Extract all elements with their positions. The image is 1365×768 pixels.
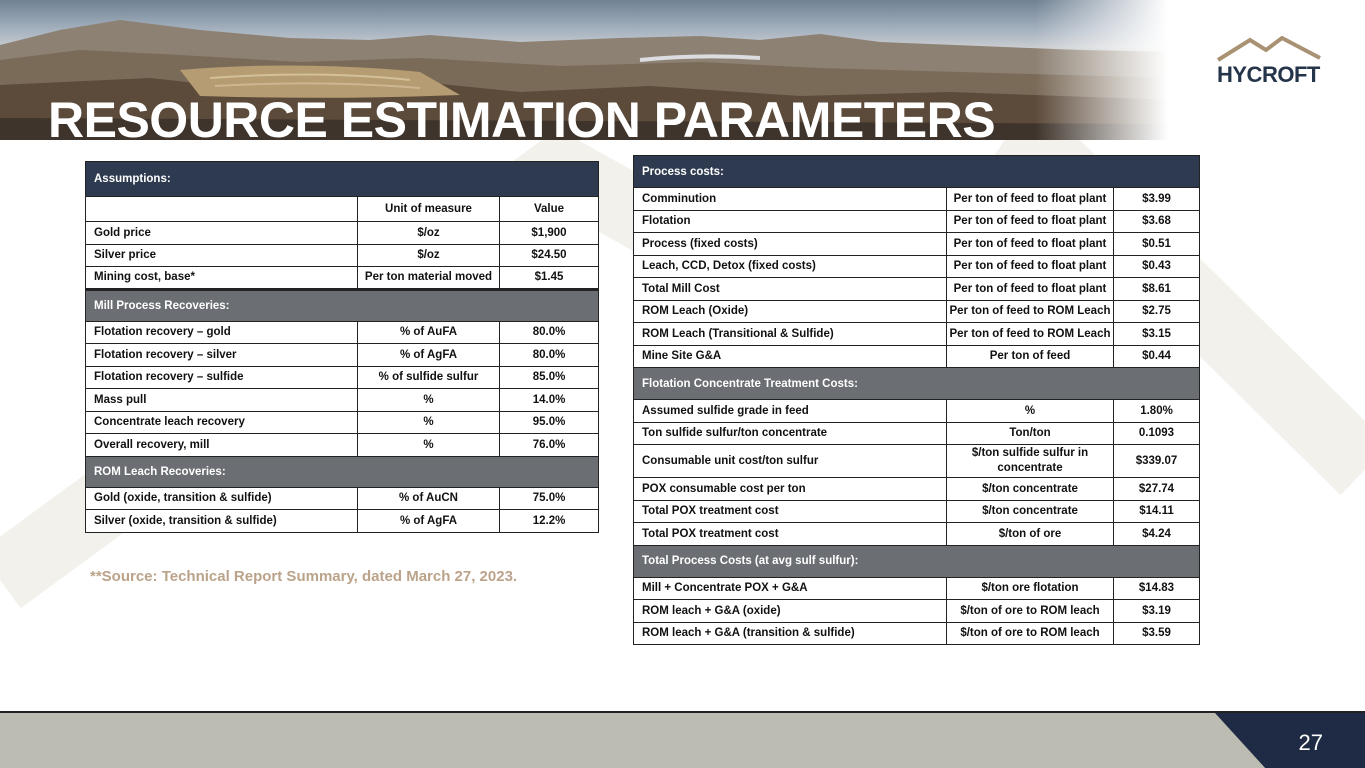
row-unit: Per ton of feed to float plant xyxy=(947,233,1114,256)
row-value: 12.2% xyxy=(500,510,599,533)
row-unit: $/oz xyxy=(358,222,500,245)
row-value: $3.15 xyxy=(1114,323,1200,346)
section-header-process-costs xyxy=(634,156,1200,188)
row-unit: % xyxy=(358,411,500,434)
row-unit: $/ton concentrate xyxy=(947,478,1114,501)
row-unit: % of AuCN xyxy=(358,487,500,510)
row-value: 1.80% xyxy=(1114,400,1200,423)
row-unit: % of AgFA xyxy=(358,344,500,367)
row-unit: $/ton ore flotation xyxy=(947,577,1114,600)
table-row xyxy=(634,500,1200,523)
row-value: $3.99 xyxy=(1114,188,1200,211)
table-row xyxy=(634,255,1200,278)
row-label: Mining cost, base* xyxy=(86,267,358,290)
row-value: $27.74 xyxy=(1114,478,1200,501)
table-row xyxy=(86,411,599,434)
row-value: 85.0% xyxy=(500,366,599,389)
row-value: $24.50 xyxy=(500,244,599,267)
row-label: Flotation recovery – sulfide xyxy=(86,366,358,389)
section-header-flotation-costs xyxy=(634,368,1200,400)
table-row xyxy=(86,366,599,389)
row-value: 95.0% xyxy=(500,411,599,434)
row-label: Overall recovery, mill xyxy=(86,434,358,457)
row-value: 0.1093 xyxy=(1114,422,1200,445)
table-row xyxy=(86,434,599,457)
row-label: Comminution xyxy=(634,188,947,211)
table-row xyxy=(86,222,599,245)
row-value: $2.75 xyxy=(1114,300,1200,323)
table-row xyxy=(634,210,1200,233)
section-header-mill-recoveries xyxy=(86,289,599,321)
table-row xyxy=(86,389,599,412)
section-header-rom-recoveries xyxy=(86,456,599,487)
row-value: $0.44 xyxy=(1114,345,1200,368)
row-value: $8.61 xyxy=(1114,278,1200,301)
process-costs-table xyxy=(633,155,1200,645)
row-label: Mill + Concentrate POX + G&A xyxy=(634,577,947,600)
row-label: Total POX treatment cost xyxy=(634,523,947,546)
page-number: 27 xyxy=(1298,730,1323,755)
row-unit: Per ton material moved xyxy=(358,267,500,290)
table-row xyxy=(634,345,1200,368)
assumptions-table xyxy=(85,161,599,533)
row-unit: Per ton of feed to ROM Leach xyxy=(947,300,1114,323)
column-header-unit: Unit of measure xyxy=(358,197,500,222)
row-value: 75.0% xyxy=(500,487,599,510)
row-label: Flotation recovery – silver xyxy=(86,344,358,367)
table-row xyxy=(634,523,1200,546)
row-unit: $/oz xyxy=(358,244,500,267)
row-value: 80.0% xyxy=(500,321,599,344)
row-label: Gold (oxide, transition & sulfide) xyxy=(86,487,358,510)
banner-fade xyxy=(1035,0,1175,140)
table-row xyxy=(86,510,599,533)
company-logo[interactable] xyxy=(1210,36,1330,88)
row-label: Mine Site G&A xyxy=(634,345,947,368)
row-label: ROM leach + G&A (transition & sulfide) xyxy=(634,622,947,645)
table-row xyxy=(634,278,1200,301)
row-value: 76.0% xyxy=(500,434,599,457)
row-label: Flotation xyxy=(634,210,947,233)
row-unit: $/ton of ore to ROM leach xyxy=(947,622,1114,645)
row-unit: Per ton of feed to float plant xyxy=(947,188,1114,211)
row-unit: Per ton of feed xyxy=(947,345,1114,368)
table-row xyxy=(86,244,599,267)
row-unit: % xyxy=(358,389,500,412)
row-unit: Per ton of feed to float plant xyxy=(947,255,1114,278)
row-label: Concentrate leach recovery xyxy=(86,411,358,434)
table-row xyxy=(86,267,599,290)
row-unit: % of AuFA xyxy=(358,321,500,344)
row-label: Silver (oxide, transition & sulfide) xyxy=(86,510,358,533)
section-title: Assumptions: xyxy=(86,162,599,197)
table-cell xyxy=(86,197,358,222)
row-label: Process (fixed costs) xyxy=(634,233,947,256)
section-title: Process costs: xyxy=(634,156,1200,188)
row-label: Silver price xyxy=(86,244,358,267)
row-unit: $/ton of ore to ROM leach xyxy=(947,600,1114,623)
footer-accent-shape xyxy=(1215,713,1365,768)
row-value: $1,900 xyxy=(500,222,599,245)
row-label: Leach, CCD, Detox (fixed costs) xyxy=(634,255,947,278)
row-unit: Per ton of feed to ROM Leach xyxy=(947,323,1114,346)
table-row xyxy=(86,344,599,367)
row-value: $4.24 xyxy=(1114,523,1200,546)
row-unit: $/ton sulfide sulfur in concentrate xyxy=(947,445,1114,478)
row-value: $14.11 xyxy=(1114,500,1200,523)
table-row xyxy=(634,622,1200,645)
row-value: $1.45 xyxy=(500,267,599,290)
row-label: Mass pull xyxy=(86,389,358,412)
row-value: $3.19 xyxy=(1114,600,1200,623)
row-unit: Per ton of feed to float plant xyxy=(947,210,1114,233)
table-row xyxy=(634,300,1200,323)
row-unit: Ton/ton xyxy=(947,422,1114,445)
row-unit: % xyxy=(358,434,500,457)
column-header-value: Value xyxy=(500,197,599,222)
row-unit: $/ton concentrate xyxy=(947,500,1114,523)
row-label: Gold price xyxy=(86,222,358,245)
source-note: **Source: Technical Report Summary, dated March 27, 2023. xyxy=(90,568,518,585)
table-row xyxy=(86,321,599,344)
page-title: RESOURCE ESTIMATION PARAMETERS xyxy=(48,92,996,148)
row-unit: % xyxy=(947,400,1114,423)
row-label: Total POX treatment cost xyxy=(634,500,947,523)
table-row xyxy=(634,233,1200,256)
section-header-assumptions xyxy=(86,162,599,197)
row-label: ROM leach + G&A (oxide) xyxy=(634,600,947,623)
table-row xyxy=(634,422,1200,445)
table-row xyxy=(634,600,1200,623)
row-label: Consumable unit cost/ton sulfur xyxy=(634,445,947,478)
table-row xyxy=(634,478,1200,501)
row-label: POX consumable cost per ton xyxy=(634,478,947,501)
column-header-row xyxy=(86,197,599,222)
row-label: ROM Leach (Transitional & Sulfide) xyxy=(634,323,947,346)
row-value: $3.68 xyxy=(1114,210,1200,233)
row-label: Flotation recovery – gold xyxy=(86,321,358,344)
row-label: Total Mill Cost xyxy=(634,278,947,301)
section-header-total-process-costs xyxy=(634,545,1200,577)
table-row xyxy=(634,577,1200,600)
section-title: Mill Process Recoveries: xyxy=(86,289,599,321)
table-row xyxy=(634,400,1200,423)
row-value: $0.43 xyxy=(1114,255,1200,278)
row-unit: $/ton of ore xyxy=(947,523,1114,546)
footer-bar xyxy=(0,711,1365,768)
row-unit: Per ton of feed to float plant xyxy=(947,278,1114,301)
row-unit: % of AgFA xyxy=(358,510,500,533)
row-unit: % of sulfide sulfur xyxy=(358,366,500,389)
row-value: 80.0% xyxy=(500,344,599,367)
logo-wordmark: HYCROFT xyxy=(1217,62,1320,87)
row-label: ROM Leach (Oxide) xyxy=(634,300,947,323)
row-value: $3.59 xyxy=(1114,622,1200,645)
table-row xyxy=(634,323,1200,346)
row-label: Ton sulfide sulfur/ton concentrate xyxy=(634,422,947,445)
row-label: Assumed sulfide grade in feed xyxy=(634,400,947,423)
table-row xyxy=(634,445,1200,478)
table-row xyxy=(634,188,1200,211)
table-row xyxy=(86,487,599,510)
row-value: $14.83 xyxy=(1114,577,1200,600)
row-value: $339.07 xyxy=(1114,445,1200,478)
row-value: $0.51 xyxy=(1114,233,1200,256)
section-title: ROM Leach Recoveries: xyxy=(86,456,599,487)
section-title: Total Process Costs (at avg sulf sulfur): xyxy=(634,545,1200,577)
row-value: 14.0% xyxy=(500,389,599,412)
section-title: Flotation Concentrate Treatment Costs: xyxy=(634,368,1200,400)
